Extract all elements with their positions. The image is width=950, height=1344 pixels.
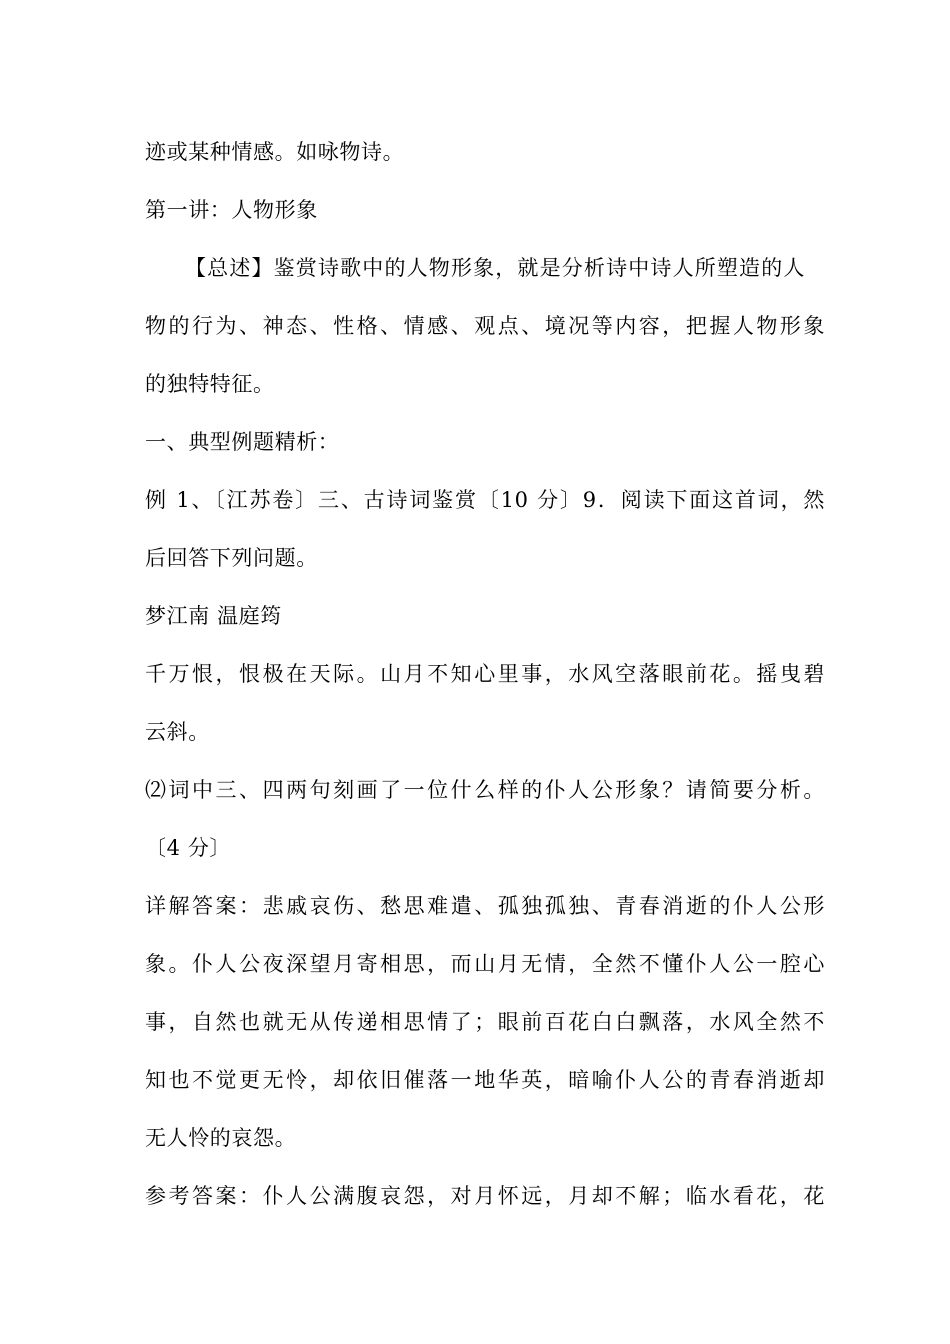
reference-answer-line-1: 参考答案：仆人公满腹哀怨，对月怀远，月却不解；临水看花，花 (145, 1184, 825, 1208)
detailed-answer-line-4: 知也不觉更无怜，却依旧催落一地华英，暗喻仆人公的青春消逝却 (145, 1068, 825, 1092)
overview-paragraph-line-3: 的独特特征。 (145, 372, 275, 396)
sub-question-line-2: 〔4 分〕 (145, 836, 232, 860)
overview-paragraph-line-2: 物的行为、神态、性格、情感、观点、境况等内容，把握人物形象 (145, 314, 825, 338)
poem-title: 梦江南 温庭筠 (145, 604, 282, 628)
section-heading: 一、典型例题精析： (145, 430, 340, 454)
lecture-heading: 第一讲：人物形象 (145, 198, 318, 222)
detailed-answer-line-3: 事，自然也就无从传递相思情了；眼前百花白白飘落，水风全然不 (145, 1010, 825, 1034)
detailed-answer-line-1: 详解答案：悲戚哀伤、愁思难遣、孤独孤独、青春消逝的仆人公形 (145, 894, 825, 918)
example-question-line-2: 后回答下列问题。 (145, 546, 318, 570)
example-question-line-1: 例 1、〔江苏卷〕三、古诗词鉴赏〔10 分〕9．阅读下面这首词，然 (145, 488, 825, 512)
poem-text-line-2: 云斜。 (145, 720, 210, 744)
sub-question-line-1: ⑵词中三、四两句刻画了一位什么样的仆人公形象？请简要分析。 (145, 778, 825, 802)
detailed-answer-line-2: 象。仆人公夜深望月寄相思，而山月无情，全然不懂仆人公一腔心 (145, 952, 825, 976)
poem-text-line-1: 千万恨，恨极在天际。山月不知心里事，水风空落眼前花。摇曳碧 (145, 662, 825, 686)
overview-paragraph-line-1: 【总述】鉴赏诗歌中的人物形象，就是分析诗中诗人所塑造的人 (185, 256, 805, 280)
detailed-answer-line-5: 无人怜的哀怨。 (145, 1126, 297, 1150)
text-line-1: 迹或某种情感。如咏物诗。 (145, 140, 405, 164)
